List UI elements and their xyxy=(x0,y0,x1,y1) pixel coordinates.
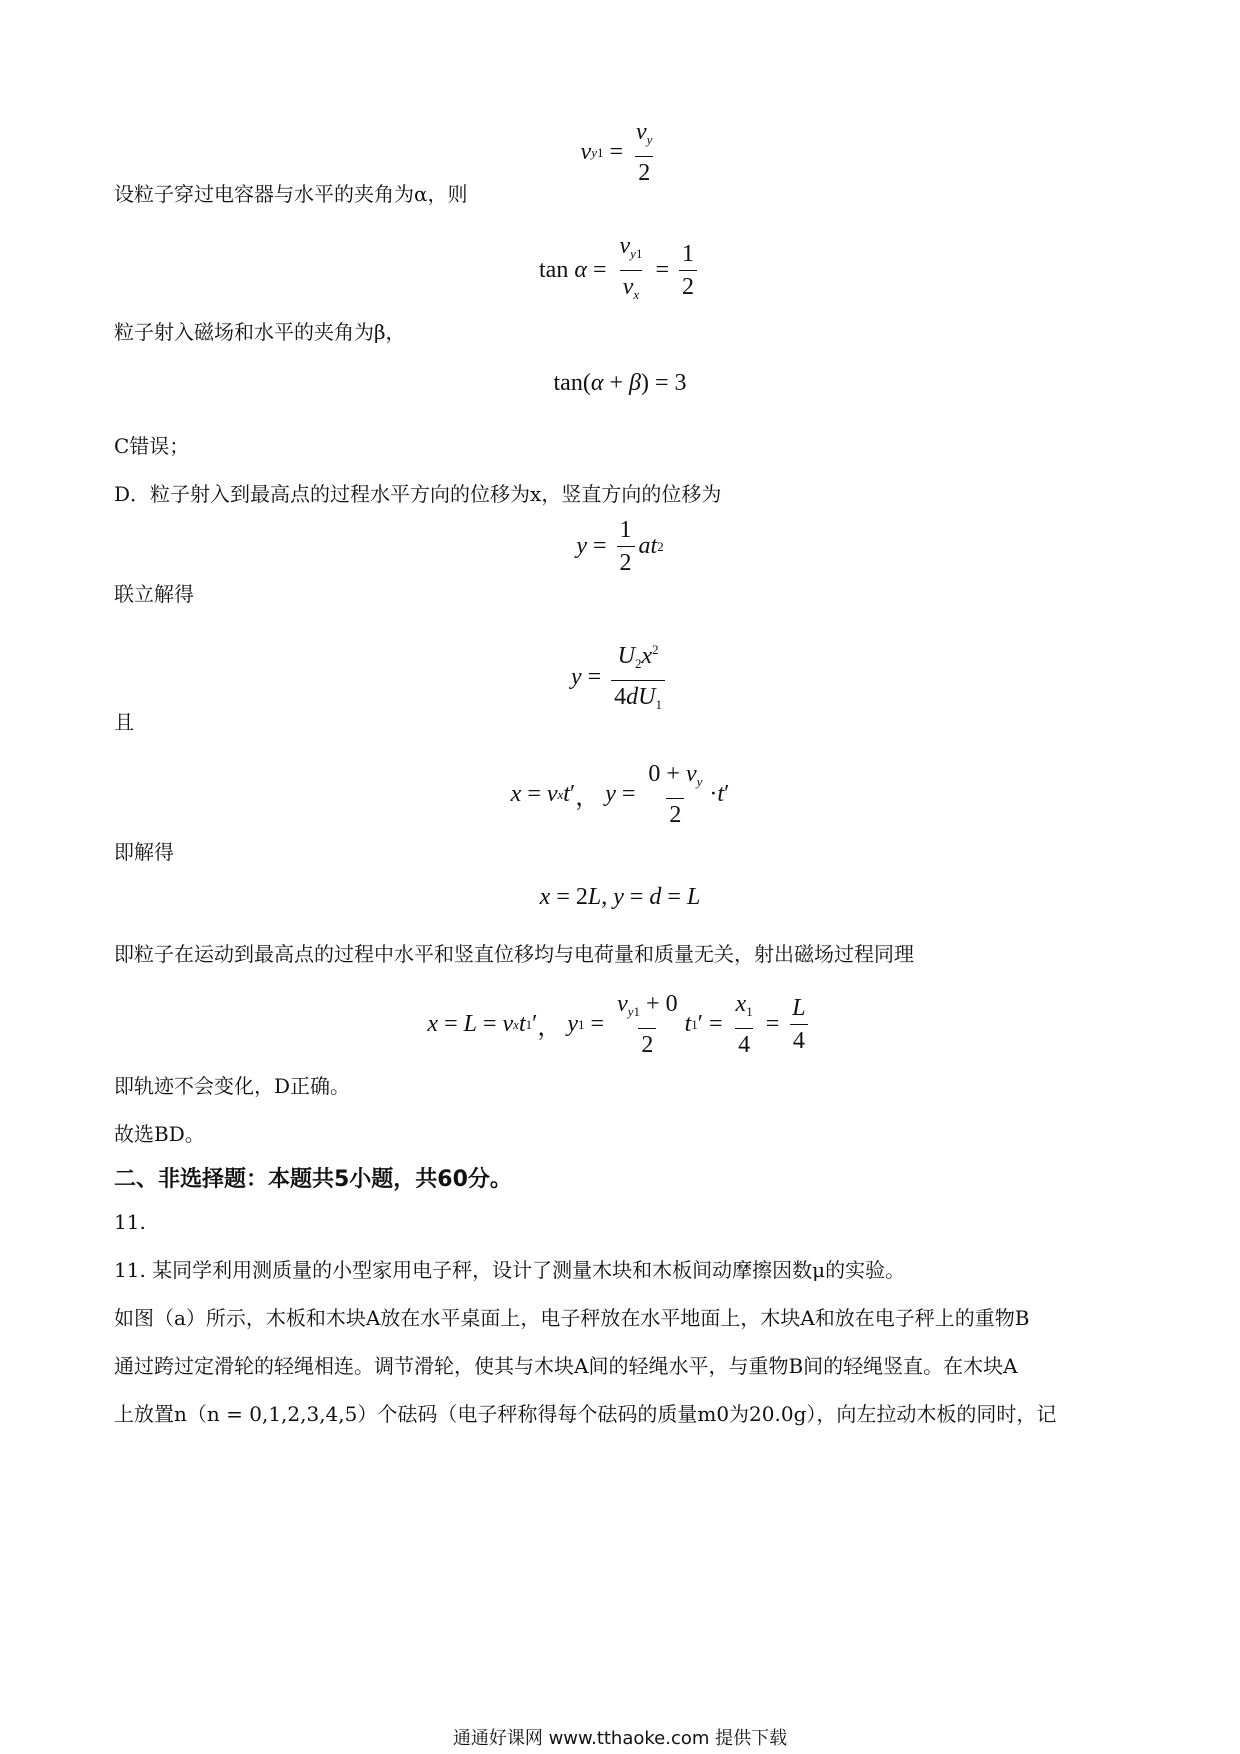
question-11-line-1: 11. 某同学利用测质量的小型家用电子秤，设计了测量木块和木板间动摩擦因数μ的实验。 xyxy=(114,1258,906,1282)
equation-y-u: y = $\frac{U_2x^2}{4dU_1}$ xyxy=(0,636,1240,719)
paragraph-answer: 故选BD。 xyxy=(114,1122,205,1146)
question-number: 11. xyxy=(114,1210,146,1234)
question-11-line-3: 通过跨过定滑轮的轻绳相连。调节滑轮，使其与木块A间的轻绳水平，与重物B间的轻绳竖直。在木块A xyxy=(114,1354,1018,1378)
paragraph-and: 且 xyxy=(114,710,134,734)
paragraph-c-wrong: C错误； xyxy=(114,434,190,458)
equation-tan-sum: tan ( α + β ) = 3 xyxy=(553,370,687,396)
equation-x-2l: x = 2 L , y = d = L xyxy=(539,884,701,910)
paragraph-independent: 即粒子在运动到最高点的过程中水平和竖直位移均与电荷量和质量无关，射出磁场过程同理 xyxy=(114,942,914,966)
paragraph-solve: 即解得 xyxy=(114,840,174,864)
question-11-line-2: 如图（a）所示，木板和木块A放在水平桌面上，电子秤放在水平地面上，木块A和放在电子秤上的重物B xyxy=(114,1306,1030,1330)
page-footer: 通通好课网 www.tthaoke.com 提供下载 xyxy=(452,1728,788,1749)
paragraph-angle-beta: 粒子射入磁场和水平的夹角为β， xyxy=(114,320,406,344)
question-11-line-4: 上放置n（n = 0,1,2,3,4,5）个砝码（电子秤称得每个砝码的质量m0为20.0g），向左拉动木板的同时，记 xyxy=(114,1402,1057,1426)
paragraph-d-displacement: D．粒子射入到最高点的过程水平方向的位移为x，竖直方向的位移为 xyxy=(114,482,722,506)
section-heading: 二、非选择题：本题共5小题，共60分。 xyxy=(114,1167,512,1192)
equation-x-l: x = L = v x t 1 ′ ， y 1 = $\frac{v_{y1} + 0}{2}$ t 1 ′ = $\frac{x_1}{4}$ = $\frac{L}{4}$ xyxy=(0,990,1240,1059)
paragraph-angle-alpha: 设粒子穿过电容器与水平的夹角为α，则 xyxy=(114,182,468,206)
equation-x-vt: x = v x t ′ ， y = $\frac{0 + v_y}{2}$ · t ′ xyxy=(510,761,730,828)
equation-vy1: v y 1 = $\frac{v_y}{2}$ xyxy=(580,119,653,186)
paragraph-combine: 联立解得 xyxy=(114,582,194,606)
equation-tan-alpha: tan α = $\frac{v_{y1}}{v_x}$ = $\frac{1}{2}$ xyxy=(0,232,1240,309)
equation-y-at: y = $\frac{1}{2}$ at 2 xyxy=(576,517,664,576)
paragraph-d-correct: 即轨迹不会变化，D正确。 xyxy=(114,1074,351,1098)
